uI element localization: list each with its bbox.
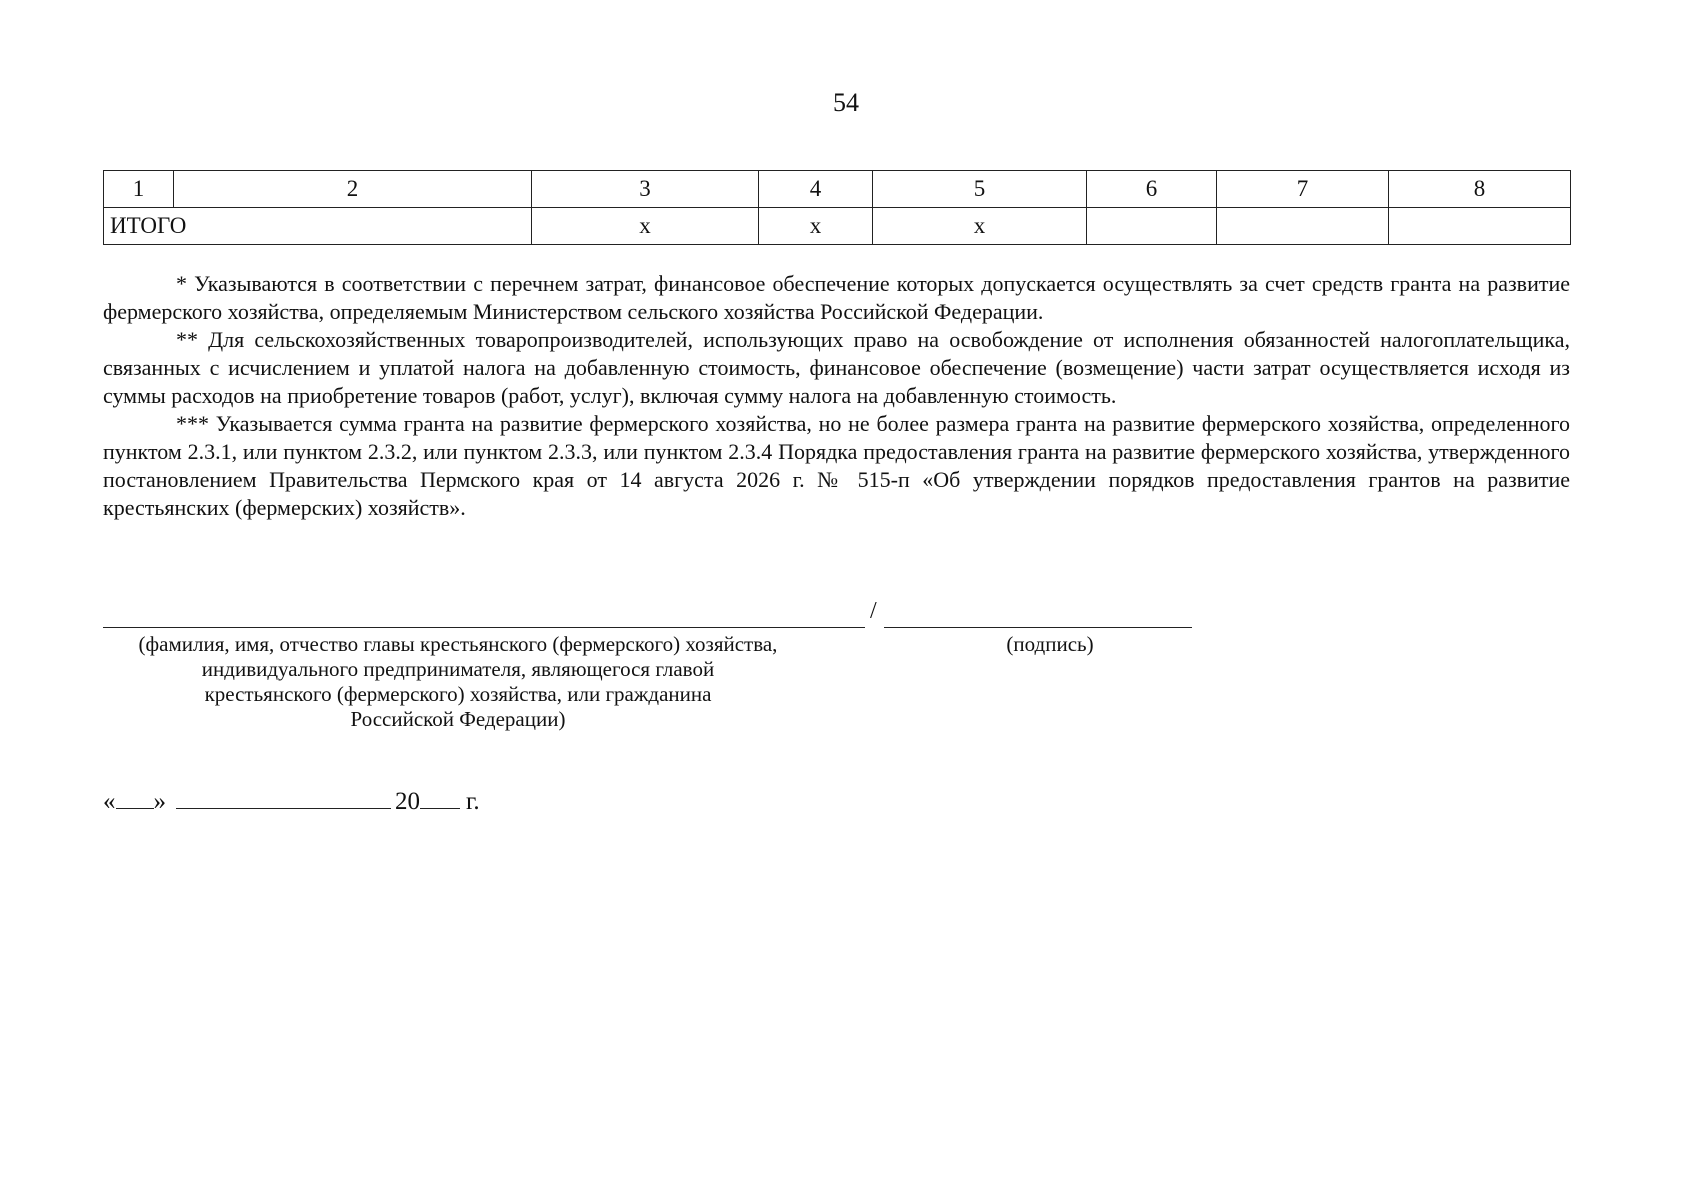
date-close-quote: » xyxy=(153,788,166,815)
header-cell: 5 xyxy=(873,171,1087,208)
header-cell: 7 xyxy=(1217,171,1389,208)
name-caption xyxy=(103,632,813,732)
total-cell: x xyxy=(873,208,1087,245)
month-blank xyxy=(176,788,391,809)
header-cell: 6 xyxy=(1087,171,1217,208)
footnote-1: * Указываются в соответствии с перечнем затрат, финансовое обеспечение которых допускается осуществлять за счет средств гранта на развитие фермерского хозяйства, определяемым Министерством сельского хозяйства Российской Федерации. xyxy=(103,271,1570,324)
year-blank xyxy=(420,788,460,809)
name-caption-line: (фамилия, имя, отчество главы крестьянского (фермерского) хозяйства, xyxy=(138,632,778,656)
total-label: ИТОГО xyxy=(104,208,532,245)
total-cell: x xyxy=(532,208,759,245)
header-cell: 1 xyxy=(104,171,174,208)
signature-caption: (подпись) xyxy=(1006,632,1094,656)
name-caption-line: Российской Федерации) xyxy=(350,707,566,731)
header-cell: 3 xyxy=(532,171,759,208)
year-suffix: г. xyxy=(466,788,480,815)
footnotes xyxy=(103,270,1570,522)
summary-table xyxy=(103,170,1571,245)
year-prefix: 20 xyxy=(395,788,420,815)
table-header-row xyxy=(104,171,1571,208)
table-total-row xyxy=(104,208,1571,245)
day-blank xyxy=(116,788,154,809)
footnote-2: ** Для сельскохозяйственных товаропроизводителей, использующих право на освобождение от исполнения обязанностей налогоплательщика, связанных с исчислением и уплатой налога на добавленную стоимость, финансовое обеспечение (возмещение) части затрат осуществляется исходя из суммы расходов на приобретение товаров (работ, услуг), включая сумму налога на добавленную стоимость. xyxy=(103,327,1570,408)
header-cell: 4 xyxy=(759,171,873,208)
total-cell xyxy=(1389,208,1571,245)
signature-line xyxy=(884,627,1192,628)
total-cell xyxy=(1217,208,1389,245)
date-row xyxy=(103,788,480,816)
date-open-quote: « xyxy=(103,788,116,815)
page-number: 54 xyxy=(833,88,859,117)
signature-separator: / xyxy=(870,598,877,624)
name-caption-line: индивидуального предпринимателя, являющегося главой xyxy=(201,657,715,681)
total-cell xyxy=(1087,208,1217,245)
total-cell: x xyxy=(759,208,873,245)
header-cell: 8 xyxy=(1389,171,1571,208)
name-caption-line: крестьянского (фермерского) хозяйства, или гражданина xyxy=(204,682,712,706)
name-signature-line xyxy=(103,627,865,628)
header-cell: 2 xyxy=(174,171,532,208)
footnote-3: *** Указывается сумма гранта на развитие фермерского хозяйства, но не более размера гранта на развитие фермерского хозяйства, определенного пунктом 2.3.1, или пунктом 2.3.2, или пунктом 2.3.3, или пунктом 2.3.4 Порядка предоставления гранта на развитие фермерского хозяйства, утвержденного постановлением Правительства Пермского края от 14 августа 2026 г. № 515-п «Об утверждении порядков предоставления грантов на развитие крестьянских (фермерских) хозяйств». xyxy=(103,411,1570,520)
